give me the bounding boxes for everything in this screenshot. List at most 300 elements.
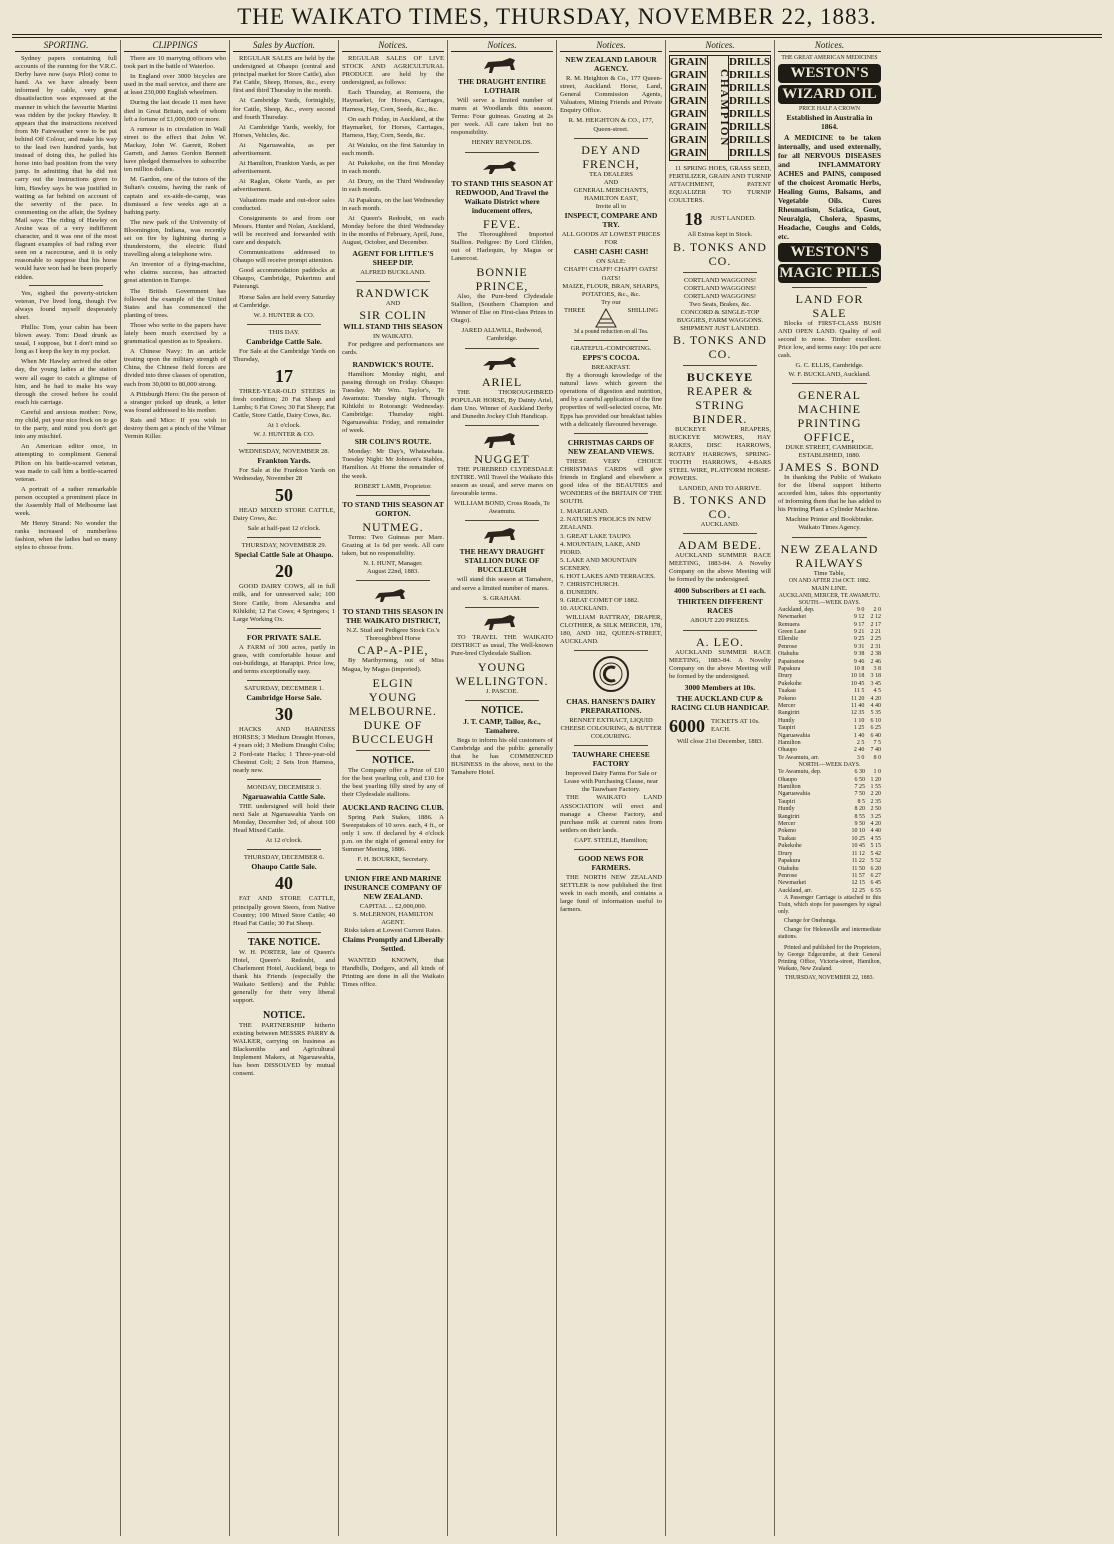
lot-number: 50 [275,484,293,505]
station-name: Taupiri [778,725,796,732]
station-name: Newmarket [778,614,806,621]
signature: JARED ALLWILL, Redwood, Cambridge. [461,327,543,343]
paragraph: A MEDICINE to be taken internally, and used externally, for all NERVOUS DISEASES and INFLAMMATORY ACHES and PAINS, composed of the choicest Aromatic Herbs, Healing Gums, Balsams, and Vegetable Oils. Cures Rheumatism, Sciatica, Gout, Neuralgia, Cholera, Spasms, Headache, Coughs and Colds, etc. [778,133,881,241]
paragraph: Phillis: Tom, your cabin has been blown away. Tom: Dead drunk as usual, I suppose, but I don't mind so long as I keep the key in my pocket. [15,324,117,356]
paragraph: HACKS AND HARNESS HORSES; 3 Medium Draught Horses, 4 years old; 3 Medium Draught Colts; 2 Ford-rate Hacks; 1 Three-year-old Chestnut Colt; 2 Sets Iron Harness, nearly new. [233,726,335,774]
horse-name: NUTMEG. [362,519,424,534]
departure-time: 5 52 [870,858,881,865]
card-item: 8. DUNEDIN. [560,589,599,597]
divider [683,272,757,273]
departure-time: 1 10 [853,717,865,724]
ad-title: REAPER & STRING BINDER. [686,384,754,427]
divider [683,630,757,631]
racehorse-icon [480,353,524,373]
card-item: 2. NATURE'S FROLICS IN NEW ZEALAND. [560,516,652,532]
product-line: CORTLAND WAGGONS! [683,292,757,300]
paragraph: The British Government has followed the example of the United States and has commenced the planting of trees. [124,287,226,319]
divider [574,433,648,434]
paragraph: Monday: Mr Day's, Whatawhata. Tuesday Night: Mr Johnson's Stables, Hamilton. At Home the remainder of the week. [342,448,444,480]
paragraph: A rumour is in circulation in Wall street to the effect that John W. Mackay, John W. Garrett, Robert Garrett, and James Gordon Bennett have pledged themselves to subscribe ten million dollars. [124,125,226,174]
divider [29,285,103,286]
card-item: 7. CHRISTCHURCH. [560,581,620,589]
horse-name: RANDWICK [356,286,430,301]
departure-time: 10 18 [850,673,865,680]
paragraph: Terms: Two Guineas per Mare. Grazing at 1s 6d per week. All care taken, but no responsibility. [342,533,444,557]
paragraph: A Chinese Navy: In an article treating upon the military strength of China, the Chinese field forces are divided into three classes of operation, each from 30,000 to 80,000 strong. [124,348,226,388]
timetable-row [778,821,881,828]
tickets: TICKETS AT 10s. EACH. [711,717,760,733]
divider [574,340,648,341]
divider [465,348,539,349]
departure-time: 6 20 [870,865,881,872]
paragraph: AUCKLAND SUMMER RACE MEETING, 1883-84. A Novelty Company on the above Meeting will be formed by the undersigned. [669,552,771,584]
date-line: SATURDAY, DECEMBER 1. [244,685,324,693]
timetable-row [778,622,881,629]
paragraph: Hamilton: Monday night, and passing through on Friday. Ohaupo: Tuesday. Mr Wm. Taylor's, Te Awamutu: Tuesday night. Through Kihikihi to Rotorangi: Wednesday. Cambridge: Thursday night. Ngaruawahia: Friday, and remainder of week. [342,370,444,435]
divider [247,324,321,325]
paragraph: At Raglan, Okete Yards, as per advertisement. [233,178,335,194]
timetable-row [778,629,881,636]
departure-time: 1 20 [870,776,881,783]
on-sale: ON SALE: [596,258,626,266]
station-name: Hamilton [778,740,801,746]
departure-time: 11 20 [851,695,865,702]
ad-title: THE HEAVY DRAUGHT STALLION DUKE OF BUCCLEUGH [459,547,545,575]
merchants-ad [560,143,662,336]
tickets-line [669,714,771,738]
subtitle: RENNET EXTRACT, LIQUID CHEESE COLOURING, & BUTTER COLOURING. [560,716,662,741]
horse-name: CAP-A-PIE, [357,643,429,658]
paragraph: HEAD MIXED STORE CATTLE, Dairy Cows, &c. [233,506,335,523]
date-line: THURSDAY, DECEMBER 6. [243,854,325,862]
footnote: Change for Onehunga. [784,918,837,925]
departure-time: 7 50 [854,791,865,798]
ad-title: AGENT FOR LITTLE'S SHEEP DIP. [352,249,434,268]
drills-word: DRILLS [729,121,770,133]
departure-time: 9 25 [853,636,865,643]
timetable-row [778,659,881,666]
horse-name: BONNIE PRINCE, [475,264,529,293]
footnote: Change for Helensville and intermediate stations. [778,927,881,941]
departure-time: 9 50 [854,821,865,828]
article-body [15,55,117,553]
paragraph: At Hamilton, Frankton Yards, as per advertisement. [233,160,335,176]
article-body [124,55,226,441]
ad-title: THE DRAUGHT ENTIRE LOTHAIR [458,77,546,95]
signature: Machine Printer and Bookbinder. [785,516,874,524]
paragraph: The Thoroughbred Imported Stallion. Pedigree: By Lord Clifden, out of Harlequin, by Magus or Lanercost. [451,230,553,262]
signature: W. F. BUCKLAND, Auckland. [788,370,871,378]
sweep-ad [669,635,771,746]
departure-time: 6 40 [870,732,881,739]
paragraph: Valuations made and out-door sales conducted. [233,196,335,212]
departure-time: 9 21 [853,628,865,635]
departure-time: 6 55 [870,887,881,894]
paragraph: Begs to inform his old customers of Cambridge and the public generally that he has COMMENCED BUSINESS in the above, next to the Tamahere Hotel. [451,737,553,777]
departure-time: 9 46 [853,658,865,665]
stallion-ad [451,525,553,602]
horse-name: YOUNG MELBOURNE. [349,689,437,718]
direction-north: NORTH.—WEEK DAYS. [798,762,861,769]
signature: ROBERT LAMB, Proprietor. [354,482,432,490]
paragraph: Also, the Pure-bred Clydesdale Stallion, (Southern Champion and Winner of Else on First-class Prizes in Otago). [451,292,553,325]
timetable-row [778,799,881,806]
horse-name: DUKE OF BUCCLEUGH [351,717,435,746]
station-name: Hamilton [778,784,801,791]
timetable-row [778,777,881,784]
timetable-row [778,836,881,843]
timetable-row [778,644,881,651]
timetable-row [778,880,881,887]
paragraph: REGULAR SALES OF LIVE STOCK AND AGRICULTURAL PRODUCE are held by the undersigned, as follows: [342,55,444,87]
ad-title: PRINTING OFFICE, [797,415,862,444]
sale-time: Sale at half-past 12 o'clock. [247,525,321,533]
timetable-row [778,814,881,821]
paragraph: A portrait of a rather remarkable person occupied a prominent place in the Assembly Hall of Melbourne last week. [15,485,117,518]
extras: All Extras kept in Stock. [687,231,753,239]
paragraph: 11 SPRING HOES, GRASS SEED, FERTILIZER, GRAIN AND TURNIP ATTACHMENT, PATENT EQUALIZER TO TURNIP COULTERS. [669,165,771,205]
sale-title: Cambridge Horse Sale. [246,693,322,703]
horse-name: NUGGET [474,451,530,466]
paragraph: THE undersigned will hold their next Sale at Ngaruawahia Yards on Monday, December 3rd, of about 100 Head Mixed Cattle. [233,802,335,835]
claims: Claims Promptly and Liberally Settled. [342,934,444,953]
waggons-ad [669,277,771,362]
sale-listing [233,448,335,534]
station-name: Drury [778,850,793,857]
drills-word: DRILLS [729,69,770,81]
timetable-row [778,725,881,732]
departure-time: 6 10 [870,717,881,724]
divider [465,520,539,521]
signature: R. M. HEIGHTON & CO., 177, Queen-street. [568,117,654,133]
departure-time: 2 35 [870,798,881,805]
timetable-row [778,858,881,865]
medicine-ad [778,55,881,283]
departure-time: 2 17 [870,621,881,628]
stallion-ad [342,500,444,576]
card-item: 3. GREAT LAKE TAUPO. [560,532,632,540]
races: THIRTEEN DIFFERENT RACES [677,597,763,616]
racing-club-ad [342,803,444,865]
departure-time: 10 25 [851,835,865,842]
station-name: Ohaupo [778,776,797,783]
paragraph: An American editor once, in attempting to compliment General Pilton on his battle-scarred veteran, was made to call him a bottle-scarred veteran. [15,443,117,483]
station-name: Auckland, dep. [778,606,815,613]
column-heading: Sales by Auction. [233,40,335,52]
paragraph: Yes, sighed the poverty-stricken veteran, I've lived long, though I've always found myself desperately short. [15,289,117,321]
racehorse-icon [480,157,524,177]
sale-listing [233,542,335,624]
departure-time: 9 38 [853,651,865,658]
departure-time: 8 5 [857,798,865,805]
card-item: 10. AUCKLAND. [560,605,609,613]
stallion-ad [342,585,444,745]
divider [465,152,539,153]
timetable-row [778,747,881,754]
just-landed-line [669,207,771,231]
paragraph: Careful and anxious mother: Now, my child, put your nice frock on to go to the party, and mind you don't get into any mischief. [15,408,117,441]
paragraph: M. Gardon, one of the tutors of the Sultan's cousins, having the rank of captain and ex-aide-de-camp, was dismissed a few weeks ago at a bathing party. [124,176,226,216]
lot-number: 20 [275,561,293,582]
departure-time: 9 17 [853,621,865,628]
divider [356,580,430,581]
location: AUCKLAND. [700,520,740,528]
stallion-ad [451,353,553,421]
column-notices-4 [666,40,775,1536]
station-name: Pokeno [778,695,796,702]
brand-name: BUCKEYE [686,370,754,385]
direction-south: SOUTH.—WEEK DAYS. [798,599,861,606]
dealer-name: B. TONKS AND CO. [673,239,767,268]
column-notices-5 [775,40,884,1536]
station-name: Tuakau [778,688,796,695]
members: 3000 Members at 10s. [684,682,756,692]
try-our: Try our [601,298,621,306]
station-name: Papakura [778,858,801,865]
divider [574,745,648,746]
departure-time: 2 20 [870,791,881,798]
address: DUKE STREET, CAMBRIDGE. [785,443,874,451]
departure-time: 12 15 [851,880,865,887]
lot-number: 30 [275,704,293,725]
station-name: Taupiri [778,798,796,805]
trade: GENERAL MERCHANTS, [573,186,649,194]
grain-word: GRAIN [670,82,707,94]
paragraph: will stand this season at Tamahere, and serve a limited number of mares. [451,576,553,592]
station-name: Mercer [778,702,796,709]
paragraph: FAT AND STORE CATTLE, principally grown Steers, from Native Country; 100 Mixed Store Cattle; 40 Head Fat Cattle; 30 Fat Sheep. [233,895,335,927]
paragraph: THE WAIKATO LAND ASSOCIATION will erect and manage a Cheese Factory, and purchase milk at current rates from settlers on their lands. [560,794,662,834]
station-name: Otahuhu [778,651,799,658]
horse-name: SIR COLIN [359,308,427,323]
route-title: RANDWICK'S ROUTE. [352,359,434,369]
paragraph: THE PUREBRED CLYDESDALE ENTIRE. Will Travel the Waikato this season as usual, and serve mares on favourable terms. [451,465,553,498]
divider [356,750,430,751]
timetable-row [778,636,881,643]
closing-date: Will close 21st December, 1883. [677,737,763,745]
labour-agency-ad [560,55,662,134]
paragraph: THE PARTNERSHIP hitherto existing between MESSRS PARRY & WALKER, carrying on business as Blacksmiths and Agricultural Implement Makers, at Ngaruawahia, has been DISSOLVED by mutual consent. [233,1021,335,1078]
paragraph: There are 10 marrying officers who took part in the battle of Waterloo. [124,55,226,71]
signature: HENRY REYNOLDS. [471,139,533,147]
departure-time: 2 25 [870,636,881,643]
sale-title: FOR PRIVATE SALE. [246,632,322,642]
departure-time: 2 5 [856,740,865,746]
signature: WILLIAM BOND, Cross Roads, Te Awamutu. [454,500,550,516]
column-sporting [12,40,121,1536]
signature: S. GRAHAM. [483,594,521,602]
imprint-date: THURSDAY, NOVEMBER 22, 1883. [785,975,874,982]
departure-time: 1 0 [873,769,881,776]
horse-name: ELGIN [372,675,414,690]
paragraph: THE NORTH NEW ZEALAND SETTLER is now published the first week in each month, and contains a large fund of information useful to farmers. [560,874,662,914]
column-heading: Notices. [560,40,662,52]
timetable-row [778,806,881,813]
signature: G. C. ELLIS, Cambridge. [795,362,864,370]
station-name: Penrose [778,643,797,650]
departure-time: 4 40 [870,702,881,709]
divider [247,680,321,681]
departure-time: 7 25 [854,784,865,791]
auction-intro [233,55,335,320]
departure-time: 5 42 [870,850,881,857]
paragraph: REGULAR SALES are held by the undersigned at Ohaupo (central and principal market for Store Cattle), also Fat Cattle, Sheep, Horses, &c., every first and third Thursday in the month. [233,55,335,95]
column-heading: Notices. [669,40,771,52]
timetable-row [778,614,881,621]
grain-word: GRAIN [670,69,707,81]
departure-time: 2 50 [870,806,881,813]
sale-title: Frankton Yards. [257,455,311,465]
divider [574,138,648,139]
station-name: Drury [778,673,793,680]
cheese-factory-ad [560,750,662,845]
champion-vertical: CHAMPION [707,56,729,160]
masthead-title: THE WAIKATO TIMES, THURSDAY, NOVEMBER 22, 1883. [237,4,877,29]
ad-title: TO STAND THIS SEASON IN THE WAIKATO DISTRICT, [342,607,444,626]
departure-time: 6 45 [870,880,881,887]
paragraph: When Mr Hawley arrived the other day, the young ladies at the station were all eager to catch a glimpse of him, and he had to make his way through the crowd before he could reach his carriage. [15,358,117,406]
departure-time: 5 35 [870,710,881,717]
divider [465,700,539,701]
timetable-row [778,888,881,895]
drills-word: DRILLS [729,82,770,94]
paragraph: Will serve a limited number of mares at Woodlands this season. Terms: Four guineas. Grazing at 2s per week. All care taken but no responsibility. [451,97,553,137]
grain-word: GRAIN [670,121,707,133]
footnote: A Passenger Carriage is attached to this Train, which stops for passengers by signal only. [778,895,881,916]
departure-time: 1 40 [853,732,865,739]
column-heading: Notices. [451,40,553,52]
conjunction: AND [385,300,401,308]
farmers-news-ad [560,854,662,914]
agent: S. McLERNON, HAMILTON AGENT. [352,910,434,926]
departure-time: 6 30 [854,769,865,776]
ad-title: J. T. CAMP, Tailor, &c., Tamahere. [463,717,541,736]
ad-title: TO STAND THIS SEASON AT REDWOOD, And Travel the Waikato District where inducement offers, [451,178,553,215]
station-name: Huntly [778,806,795,813]
sale-title: Special Cattle Sale at Ohaupo. [234,550,334,560]
dairy-ad [560,655,662,741]
divider [356,869,430,870]
divider [792,537,867,538]
grain-word: GRAIN [670,95,707,107]
westons-banner: WESTON'S [778,64,881,83]
departure-time: 2 0 [873,606,881,613]
grain-word: GRAIN [670,147,707,159]
proprietor: JAMES S. BOND [779,459,880,474]
timetable-row [778,828,881,835]
station-name: Newmarket [778,880,806,887]
line-name: MAIN LINE. [811,584,848,592]
draught-horse-icon [480,612,524,632]
risks: Risks taken at Lowest Current Rates. [344,926,442,934]
breed: Thoroughbred Horse [365,635,421,643]
imprint [778,945,881,982]
ticket-count: 6000 [669,715,705,736]
timetable-row [778,866,881,873]
divider [683,533,757,534]
imprint-text: Printed and published for the Proprietors, by George Edgecumbe, at their General Printing Office, Victoria-street, Hamilton, Waikato, New Zealand. [778,945,881,973]
departure-time: 2 40 [853,747,865,754]
ad-title: GOOD NEWS FOR FARMERS. [578,854,644,872]
masthead-rule [12,34,1102,35]
dealer-name: B. TONKS AND CO. [673,333,767,362]
timetable-row [778,851,881,858]
departure-time: 10 8 [853,665,865,672]
subtitle: Improved Dairy Farms For Sale or Lease with Purchasing Clause, near the Tauwhare Factory. [564,770,658,794]
sale-title: Ohaupo Cattle Sale. [251,862,317,872]
prize-notice [342,755,444,799]
slogan: INSPECT, COMPARE AND TRY. [564,211,658,230]
tea-shilling: SHILLING [627,306,658,314]
notice-title: NOTICE. [263,1009,305,1021]
ad-title: TO STAND THIS SEASON AT GORTON. [342,499,444,518]
ad-title: NEW ZEALAND LABOUR AGENCY. [565,55,657,73]
lot-number: 40 [275,873,293,894]
paragraph: Sydney papers containing full accounts of the running for the V.R.C. Derby have now (says Pilot) come to hand. As we have already been informed by cable, very great dissatisfaction was expressed at the manner in which the favourite Martini was ridden by the jockey Hawley. It appears that the instructions received from Mr Fairweather were to be put behind Off Colour, and make his way to the lead two hundred yards, but instead of doing this, he pulled his horse into bad position from the very jump. In admitting that he did not carry out the instructions given to him, Hawley says he was justified in waiting as far behind on account of the severity of the pace. In commenting on the affair, the Sydney Mail says: The riding of Hawley on Arsine was of a very indifferent character, and it was one of the most flagrant examples of bad riding ever seen on a racecourse, and it is only reasonable to suppose that his horse would have won had he been properly ridden. [15,55,117,281]
paragraph: The Company offer a Prize of £10 for the best yearling colt, and £10 for the best yearling filly sired by any of their Clydesdale stallions. [342,766,444,798]
station-name: Otahuhu [778,865,799,872]
paragraph: BUCKEYE REAPERS, BUCKEYE MOWERS, HAY RAKES, DISC HARROWS, ROTARY HARROWS, SPRING-TOOTH HARROWS, 4-BARS STEEL WIRE, PLATFORM HORSE-POWERS. [669,426,771,482]
ad-title: EPPS'S COCOA. [582,352,640,362]
timetable-row [778,710,881,717]
departure-time: 11 50 [851,865,865,872]
timetable-south [778,607,881,763]
effective-date: ON AND AFTER 21st OCT. 1882. [788,577,871,584]
column-notices-3 [557,40,666,1536]
paragraph: Each Thursday, at Remuera, the Haymarket, for Horses, Carriages, Harness, Hay, Corn, Seeds, &c., &c. [342,89,444,113]
remedy-banner: THE GREAT AMERICAN MEDICINES [781,55,878,61]
horse-engraving-icon [371,585,415,605]
location: HAMILTON EAST, [584,194,638,202]
livestock-sales [342,55,444,277]
column-auctions [230,40,339,1536]
timetable-row [778,651,881,658]
station-name: Auckland, arr. [778,887,813,894]
departure-time: 8 20 [854,806,865,813]
paragraph: Communications addressed to Ohaupo will receive prompt attention. [233,249,335,265]
drills-stack [729,56,770,160]
christmas-cards-ad [560,438,662,646]
departure-time: 4 5 [873,688,881,695]
drills-word: DRILLS [729,95,770,107]
drills-word: DRILLS [729,134,770,146]
divider [465,425,539,426]
timetable-row [778,791,881,798]
ad-title: ADAM BEDE. [678,538,762,553]
station-name: Tuakau [778,835,796,842]
timetable-row [778,740,881,747]
departure-time: 9 31 [853,643,865,650]
departure-time: 12 35 [850,710,865,717]
paragraph: Good accommodation paddocks at Ohaupo, Cambridge, Pukerimu and Paterangi. [233,267,335,291]
column-heading: CLIPPINGS [124,40,226,52]
masthead-rule-2 [12,37,1102,38]
sweep-ad [669,538,771,625]
sale-listing [233,854,335,927]
card-item: 1. MARGILAND. [560,508,609,516]
departure-time: 9 0 [856,606,865,613]
station-name: Rangiriri [778,813,800,820]
just-landed: JUST LANDED. [710,215,756,223]
drills-word: DRILLS [729,147,770,159]
established: Established in Australia in 1864. [786,113,873,131]
departure-time: 11 57 [851,872,865,879]
departure-time: 8 0 [873,754,881,761]
horse-name: ARIEL [481,374,523,389]
timetable-row [778,784,881,791]
station-name: Ngaruawahia [778,732,810,739]
date-line: THURSDAY, NOVEMBER 29. [241,542,327,550]
